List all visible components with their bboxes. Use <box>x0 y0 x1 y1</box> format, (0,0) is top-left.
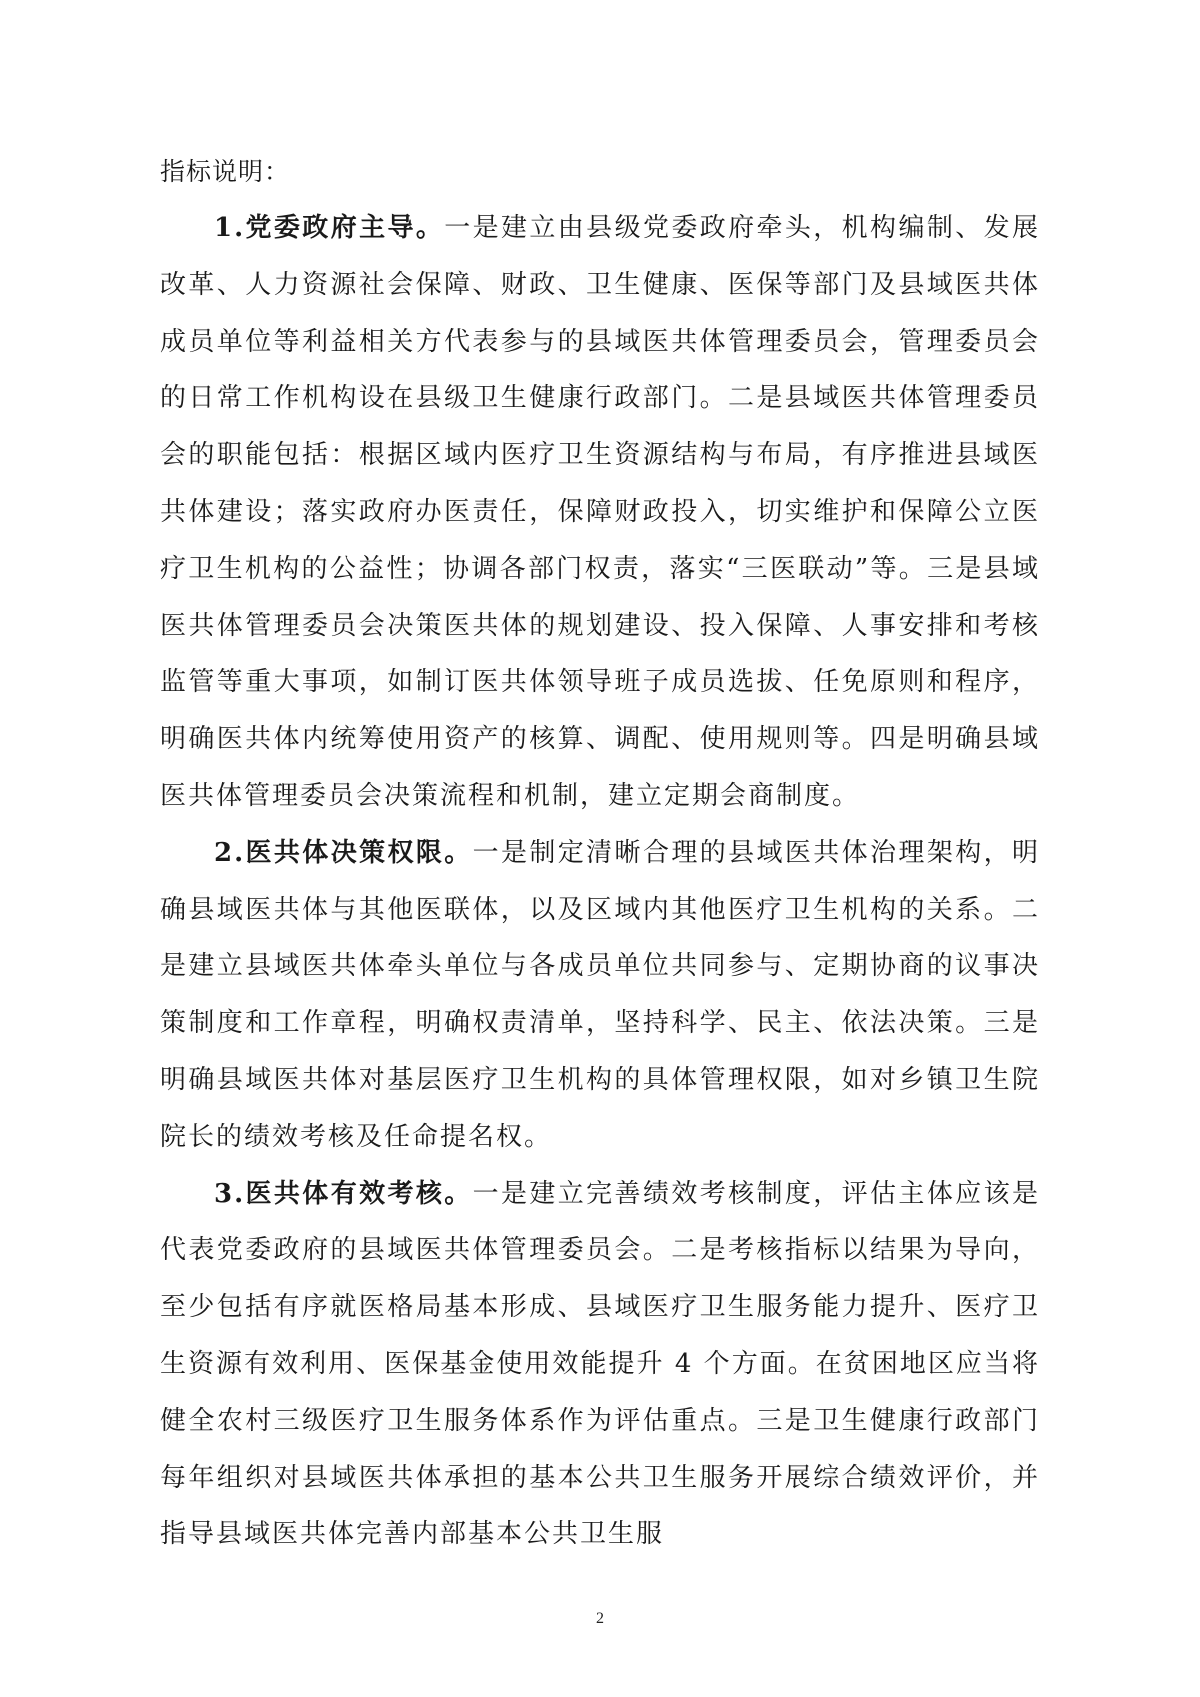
paragraph-3-lead: 3.医共体有效考核。 <box>214 1178 473 1209</box>
paragraph-2 <box>160 825 1040 1166</box>
paragraph-2-body: 一是制定清晰合理的县域医共体治理架构，明确县域医共体与其他医联体，以及区域内其他医疗卫生机构的关系。二是建立县域医共体牵头单位与各成员单位共同参与、定期协商的议事决策制度和工作章程，明确权责清单，坚持科学、民主、依法决策。三是明确县域医共体对基层医疗卫生机构的具体管理权限，如对乡镇卫生院院长的绩效考核及任命提名权。 <box>160 837 1040 1152</box>
paragraph-2-lead: 2.医共体决策权限。 <box>214 837 473 868</box>
page-number: 2 <box>596 1610 604 1627</box>
paragraph-3-body: 一是建立完善绩效考核制度，评估主体应该是代表党委政府的县域医共体管理委员会。二是考核指标以结果为导向，至少包括有序就医格局基本形成、县域医疗卫生服务能力提升、医疗卫生资源有效利用、医保基金使用效能提升 4 个方面。在贫困地区应当将健全农村三级医疗卫生服务体系作为评估重点。三是卫生健康行政部门每年组织对县域医共体承担的基本公共卫生服务开展综合绩效评价，并指导县域医共体完善内部基本公共卫生服 <box>160 1178 1040 1550</box>
paragraph-1 <box>160 200 1040 825</box>
paragraph-3 <box>160 1166 1040 1564</box>
paragraph-1-lead: 1.党委政府主导。 <box>214 213 445 243</box>
section-heading: 指标说明： <box>160 157 291 186</box>
document-body <box>160 144 1040 1563</box>
paragraph-1-body: 一是建立由县级党委政府牵头，机构编制、发展改革、人力资源社会保障、财政、卫生健康、医保等部门及县域医共体成员单位等利益相关方代表参与的县域医共体管理委员会，管理委员会的日常工作机构设在县级卫生健康行政部门。二是县域医共体管理委员会的职能包括：根据区域内医疗卫生资源结构与布局，有序推进县域医共体建设；落实政府办医责任，保障财政投入，切实维护和保障公立医疗卫生机构的公益性；协调各部门权责，落实“三医联动”等。三是县域医共体管理委员会决策医共体的规划建设、投入保障、人事安排和考核监管等重大事项，如制订医共体领导班子成员选拔、任免原则和程序，明确医共体内统筹使用资产的核算、调配、使用规则等。四是明确县域医共体管理委员会决策流程和机制，建立定期会商制度。 <box>160 213 1040 811</box>
